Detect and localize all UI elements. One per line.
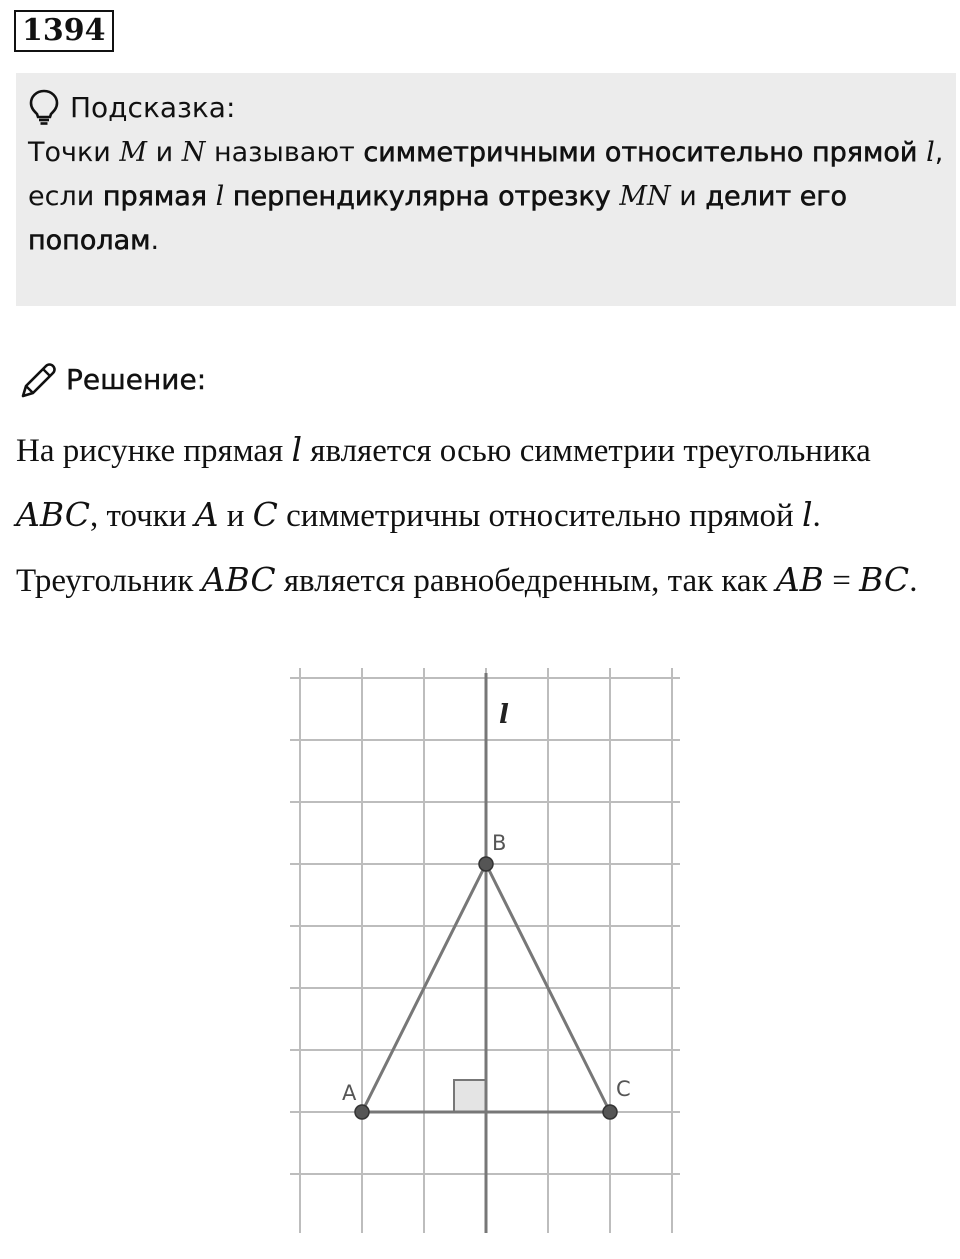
text-run: симметричны относительно прямой (277, 498, 802, 534)
text-run: На рисунке прямая (16, 433, 292, 469)
text-run (207, 181, 216, 212)
math-symbol: l (801, 495, 813, 534)
lightbulb-icon (28, 88, 60, 126)
math-symbol: A (194, 495, 219, 534)
axis-label-l: l (499, 700, 509, 730)
text-run: и (670, 181, 706, 212)
text-run (224, 181, 233, 212)
point-label-b: B (492, 831, 507, 855)
problem-number: 1394 (14, 10, 114, 52)
math-symbol: ABC (16, 495, 90, 534)
text-run: . Треугольник (16, 498, 821, 599)
pencil-icon (18, 358, 60, 400)
text-run: является осью симметрии треугольника (302, 433, 871, 469)
math-symbol: N (181, 137, 206, 168)
bold-text: прямая (102, 181, 208, 212)
solution-title: Решение: (66, 362, 207, 396)
symmetry-figure (290, 668, 690, 1248)
hint-text (28, 131, 944, 263)
math-symbol: BC (859, 560, 910, 599)
math-symbol: AB (775, 560, 824, 599)
point-label-a: A (342, 1081, 357, 1105)
hint-title: Подсказка: (70, 90, 236, 124)
point-c (603, 1105, 617, 1119)
solution-text (16, 418, 951, 613)
point-b (479, 857, 493, 871)
math-symbol: l (926, 137, 935, 168)
math-symbol: l (215, 181, 225, 212)
bold-text: делит его пополам (28, 181, 848, 256)
text-run: . (150, 225, 160, 256)
text-run: называют (205, 137, 364, 168)
solution-header (18, 358, 206, 400)
point-a (355, 1105, 369, 1119)
text-run: , точки (89, 498, 195, 534)
text-run (917, 137, 926, 168)
math-symbol: M (119, 137, 148, 168)
math-symbol: MN (619, 181, 671, 212)
text-run: и (218, 498, 253, 534)
text-run: Точки (28, 137, 120, 168)
math-symbol: ABC (201, 560, 276, 599)
bold-text: симметричными относительно прямой (363, 137, 918, 168)
text-run: и (147, 137, 182, 168)
math-symbol: l (291, 430, 303, 469)
text-run: является равнобедренным, так как (275, 563, 776, 599)
text-run: = (823, 563, 860, 599)
point-label-c: C (616, 1077, 631, 1101)
right-angle-marker (454, 1080, 486, 1112)
bold-text: перпендикулярна отрезку (232, 181, 611, 212)
math-symbol: C (252, 495, 278, 534)
text-run: . (909, 563, 918, 599)
text-run: , если (28, 137, 944, 212)
hint-box (16, 73, 956, 306)
hint-header (28, 85, 944, 129)
